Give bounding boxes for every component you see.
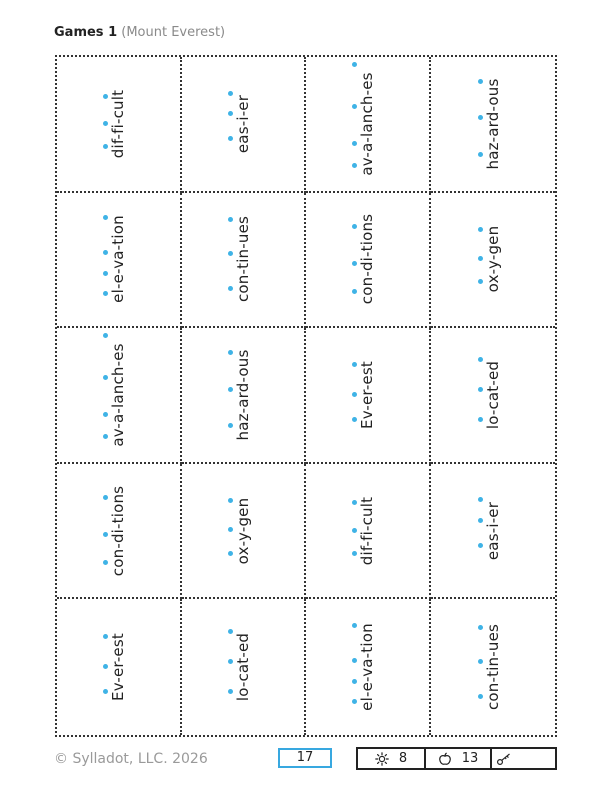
syllable-dot xyxy=(478,659,483,664)
syllable-dot xyxy=(228,350,233,355)
word-card xyxy=(182,599,307,735)
syllable-dot xyxy=(228,91,233,96)
word-card xyxy=(306,193,431,329)
syllable-dot xyxy=(352,289,357,294)
syllable-dot xyxy=(352,500,357,505)
syllable-dot xyxy=(352,551,357,556)
key-icon xyxy=(496,752,512,766)
syllable-word: Ev-er-est xyxy=(109,633,128,702)
syllable-dot xyxy=(103,144,108,149)
syllable-dot xyxy=(352,261,357,266)
syllable-word: haz-ard-ous xyxy=(483,78,502,170)
word-card xyxy=(306,464,431,600)
word-card xyxy=(306,328,431,464)
syllable-dot xyxy=(352,623,357,628)
syllable-dot xyxy=(478,256,483,261)
syllable-dot xyxy=(352,658,357,663)
syllable-dot xyxy=(478,152,483,157)
syllable-dot xyxy=(103,664,108,669)
syllable-word: con-tin-ues xyxy=(233,216,252,303)
syllable-dot xyxy=(352,699,357,704)
syllable-dot xyxy=(478,79,483,84)
syllable-dot xyxy=(352,362,357,367)
syllable-word: Ev-er-est xyxy=(358,361,377,429)
syllable-dot xyxy=(103,121,108,126)
syllable-dot xyxy=(228,659,233,664)
word-card xyxy=(431,57,556,193)
word-card xyxy=(57,193,182,329)
word-card xyxy=(57,57,182,193)
syllable-dot xyxy=(352,528,357,533)
syllable-dot xyxy=(228,286,233,291)
syllable-dot xyxy=(228,689,233,694)
syllable-dot xyxy=(478,497,483,502)
syllable-dot xyxy=(228,136,233,141)
page-number: 17 xyxy=(278,748,332,768)
page-header xyxy=(54,25,225,40)
stat-apple xyxy=(426,749,492,768)
syllable-dot xyxy=(352,104,357,109)
page-subtitle: (Mount Everest) xyxy=(121,25,226,40)
word-card xyxy=(57,328,182,464)
syllable-word: haz-ard-ous xyxy=(233,349,252,441)
word-card xyxy=(306,57,431,193)
syllable-dot xyxy=(103,560,108,565)
word-card xyxy=(182,328,307,464)
stats-bar xyxy=(356,747,557,770)
syllable-dot xyxy=(478,518,483,523)
stat-apple-value: 13 xyxy=(461,751,479,766)
word-card xyxy=(182,464,307,600)
syllable-dot xyxy=(352,679,357,684)
syllable-dot xyxy=(103,495,108,500)
apple-icon xyxy=(438,752,452,766)
stat-key xyxy=(492,749,555,768)
word-card xyxy=(431,464,556,600)
syllable-word: eas-i-er xyxy=(233,94,252,153)
syllable-dot xyxy=(103,434,108,439)
syllable-dot xyxy=(352,392,357,397)
syllable-dot xyxy=(228,111,233,116)
syllable-dot xyxy=(478,279,483,284)
word-card xyxy=(57,464,182,600)
card-grid xyxy=(55,55,557,737)
syllable-dot xyxy=(228,217,233,222)
syllable-dot xyxy=(352,417,357,422)
syllable-dot xyxy=(478,357,483,362)
syllable-dot xyxy=(352,163,357,168)
copyright-text: © Sylladot, LLC. 2026 xyxy=(54,751,208,767)
word-card xyxy=(431,328,556,464)
syllable-word: lo-cat-ed xyxy=(483,360,502,430)
syllable-word: av-a-lanch-es xyxy=(358,72,377,176)
syllable-dot xyxy=(478,625,483,630)
syllable-word: el-e-va-tion xyxy=(109,215,128,304)
syllable-dot xyxy=(478,694,483,699)
syllable-word: el-e-va-tion xyxy=(358,623,377,712)
word-card xyxy=(306,599,431,735)
word-card xyxy=(182,193,307,329)
word-card xyxy=(431,193,556,329)
syllable-dot xyxy=(228,498,233,503)
syllable-dot xyxy=(478,115,483,120)
word-card xyxy=(57,599,182,735)
syllable-dot xyxy=(103,94,108,99)
syllable-dot xyxy=(228,551,233,556)
syllable-dot xyxy=(228,629,233,634)
syllable-dot xyxy=(103,291,108,296)
syllable-dot xyxy=(228,387,233,392)
syllable-word: con-tin-ues xyxy=(483,624,502,711)
syllable-dot xyxy=(103,271,108,276)
syllable-word: con-di-tions xyxy=(109,485,128,576)
word-card xyxy=(431,599,556,735)
syllable-dot xyxy=(228,251,233,256)
syllable-word: eas-i-er xyxy=(483,501,502,560)
stat-sun xyxy=(358,749,426,768)
syllable-word: ox-y-gen xyxy=(483,226,502,293)
syllable-dot xyxy=(352,141,357,146)
syllable-dot xyxy=(228,527,233,532)
stat-sun-value: 8 xyxy=(398,751,408,766)
syllable-dot xyxy=(103,215,108,220)
page-title: Games 1 xyxy=(54,25,118,40)
syllable-dot xyxy=(228,423,233,428)
syllable-dot xyxy=(352,224,357,229)
syllable-dot xyxy=(103,689,108,694)
syllable-dot xyxy=(478,227,483,232)
syllable-word: av-a-lanch-es xyxy=(109,343,128,447)
syllable-word: dif-fi-cult xyxy=(358,496,377,565)
sun-icon xyxy=(375,752,389,766)
syllable-dot xyxy=(478,387,483,392)
syllable-dot xyxy=(352,62,357,67)
syllable-dot xyxy=(478,417,483,422)
syllable-word: lo-cat-ed xyxy=(233,633,252,702)
syllable-dot xyxy=(103,634,108,639)
syllable-dot xyxy=(478,543,483,548)
word-card xyxy=(182,57,307,193)
syllable-dot xyxy=(103,250,108,255)
syllable-word: con-di-tions xyxy=(358,214,377,305)
syllable-dot xyxy=(103,333,108,338)
syllable-dot xyxy=(103,412,108,417)
syllable-word: ox-y-gen xyxy=(233,497,252,564)
syllable-dot xyxy=(103,532,108,537)
syllable-word: dif-fi-cult xyxy=(109,89,128,159)
syllable-dot xyxy=(103,375,108,380)
